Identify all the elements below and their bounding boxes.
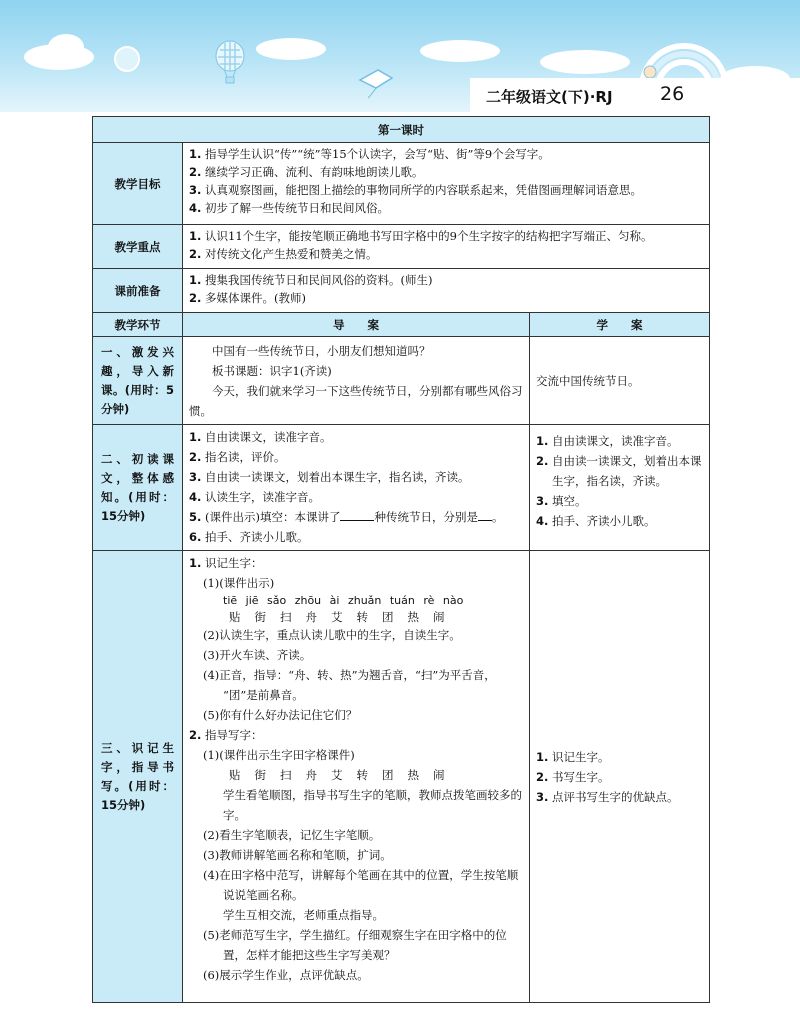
student-step: 1. 自由读课文，读准字音。: [536, 434, 679, 448]
teacher-step: 1. 自由读课文，读准字音。: [189, 430, 332, 444]
stage-label: 三、识记生字，指导书写。(用时：15分钟): [93, 551, 183, 1003]
teacher-step: 2. 指名读，评价。: [189, 450, 286, 464]
teacher-step: 5. (课件出示)填空：本课讲了 种传统节日，分别是 。: [189, 510, 504, 524]
teacher-substep: (3)教师讲解笔画名称和笔顺，扩词。: [203, 848, 392, 862]
col-header-student: 学 案: [530, 313, 710, 337]
goal-item: 2. 继续学习正确、流利、有韵味地朗读儿歌。: [189, 165, 424, 179]
sun-icon: [114, 46, 140, 72]
teacher-step: 4. 认读生字，读准字音。: [189, 490, 320, 504]
stage3-student-cell: [530, 551, 710, 1003]
goal-item: 4. 初步了解一些传统节日和民间风俗。: [189, 201, 389, 215]
col-header-teacher: 导 案: [183, 313, 530, 337]
teacher-substep: (1)(课件出示生字田字格课件): [203, 748, 355, 762]
goals-cell: [183, 143, 710, 225]
teacher-substep: (5)你有什么好办法记住它们？: [203, 708, 358, 722]
teacher-step: 2. 指导写字：: [189, 728, 263, 742]
col-header-stage: 教学环节: [93, 313, 183, 337]
prep-item: 1. 搜集我国传统节日和民间风俗的资料。(师生): [189, 273, 433, 287]
pinyin-row: tiē jiē sǎo zhōu ài zhuǎn tuán rè nào: [223, 594, 464, 607]
teacher-step: 1. 识记生字：: [189, 556, 263, 570]
teacher-substep: (1)(课件出示): [203, 576, 275, 590]
cloud-decoration: [420, 40, 500, 62]
student-text: 交流中国传统节日。: [536, 373, 640, 388]
hot-air-balloon-icon: [212, 40, 248, 84]
student-step: 2. 书写生字。: [536, 769, 610, 784]
stage1-teacher-cell: [183, 337, 530, 425]
focus-item: 1. 认识11个生字，能按笔顺正确地书写田字格中的9个生字按字的结构把字写端正、匀称。: [189, 229, 653, 243]
teacher-text: 板书课题：识字1(齐读): [212, 364, 332, 378]
goal-item: 3. 认真观察图画，能把图上描绘的事物同所学的内容联系起来，凭借图画理解词语意思。: [189, 183, 642, 197]
characters-row: 贴街扫舟艾转团热闹: [229, 768, 459, 782]
teacher-substep: (5)老师范写生字，学生描红。仔细观察生字在田字格中的位置，怎样才能把这些生字写美观？: [203, 928, 507, 962]
student-step: 2. 自由读一读课文，划着出本课生字，指名读，齐读。: [536, 454, 702, 488]
prep-label: 课前准备: [93, 269, 183, 313]
focus-item: 2. 对传统文化产生热爱和赞美之情。: [189, 247, 378, 261]
stage-label: 二、初读课文，整体感知。(用时：15分钟): [93, 425, 183, 551]
student-step: 3. 填空。: [536, 494, 587, 508]
cloud-decoration: [48, 34, 84, 60]
teacher-substep-cont: “团”是前鼻音。: [223, 688, 304, 702]
goal-item: 1. 指导学生认识“传”“统”等15个认读字，会写“贴、街”等9个会写字。: [189, 147, 550, 161]
teacher-substep: (6)展示学生作业，点评优缺点。: [203, 968, 369, 982]
lesson-plan-table: [92, 116, 710, 1003]
student-step: 1. 识记生字。: [536, 749, 610, 764]
teacher-substep: (3)开火车读、齐读。: [203, 648, 312, 662]
teacher-text: 今天，我们就来学习一下这些传统节日，分别都有哪些风俗习惯。: [189, 384, 523, 418]
student-step: 4. 拍手、齐读小儿歌。: [536, 514, 656, 528]
page-header-banner: [0, 0, 800, 112]
characters-row: 贴街扫舟艾转团热闹: [229, 610, 459, 624]
teacher-substep: (4)在田字格中范写，讲解每个笔画在其中的位置，学生按笔顺说说笔画名称。: [203, 868, 519, 902]
period-title: 第一课时: [93, 117, 710, 143]
fill-blank: [340, 508, 374, 521]
teacher-text: 中国有一些传统节日，小朋友们想知道吗？: [212, 344, 431, 358]
teacher-substep-cont: 学生互相交流，老师重点指导。: [223, 908, 384, 922]
cloud-decoration: [540, 50, 630, 74]
kite-icon: [356, 66, 396, 100]
teacher-step: 6. 拍手、齐读小儿歌。: [189, 530, 309, 544]
teacher-step: 3. 自由读一读课文，划着出本课生字，指名读，齐读。: [189, 470, 470, 484]
stage2-teacher-cell: [183, 425, 530, 551]
student-step: 3. 点评书写生字的优缺点。: [536, 789, 679, 804]
stage3-teacher-cell: [183, 551, 530, 1003]
prep-cell: [183, 269, 710, 313]
fill-blank: [478, 508, 492, 521]
cloud-decoration: [256, 38, 326, 60]
teacher-substep-cont: 学生看笔顺图，指导书写生字的笔顺，教师点拨笔画较多的字。: [223, 788, 522, 822]
goals-label: 教学目标: [93, 143, 183, 225]
stage1-student-cell: [530, 337, 710, 425]
page-number: 26: [660, 83, 685, 105]
teacher-substep: (2)认读生字，重点认读儿歌中的生字，自读生字。: [203, 628, 461, 642]
teacher-substep: (2)看生字笔顺表，记忆生字笔顺。: [203, 828, 381, 842]
stage-label: 一、激发兴趣，导入新课。(用时：5分钟): [93, 337, 183, 425]
prep-item: 2. 多媒体课件。(教师): [189, 291, 306, 305]
focus-cell: [183, 225, 710, 269]
stage2-student-cell: [530, 425, 710, 551]
teacher-substep: (4)正音，指导：“舟、转、热”为翘舌音，“扫”为平舌音，: [203, 668, 496, 682]
focus-label: 教学重点: [93, 225, 183, 269]
book-title: 二年级语文(下)·RJ: [486, 88, 613, 106]
